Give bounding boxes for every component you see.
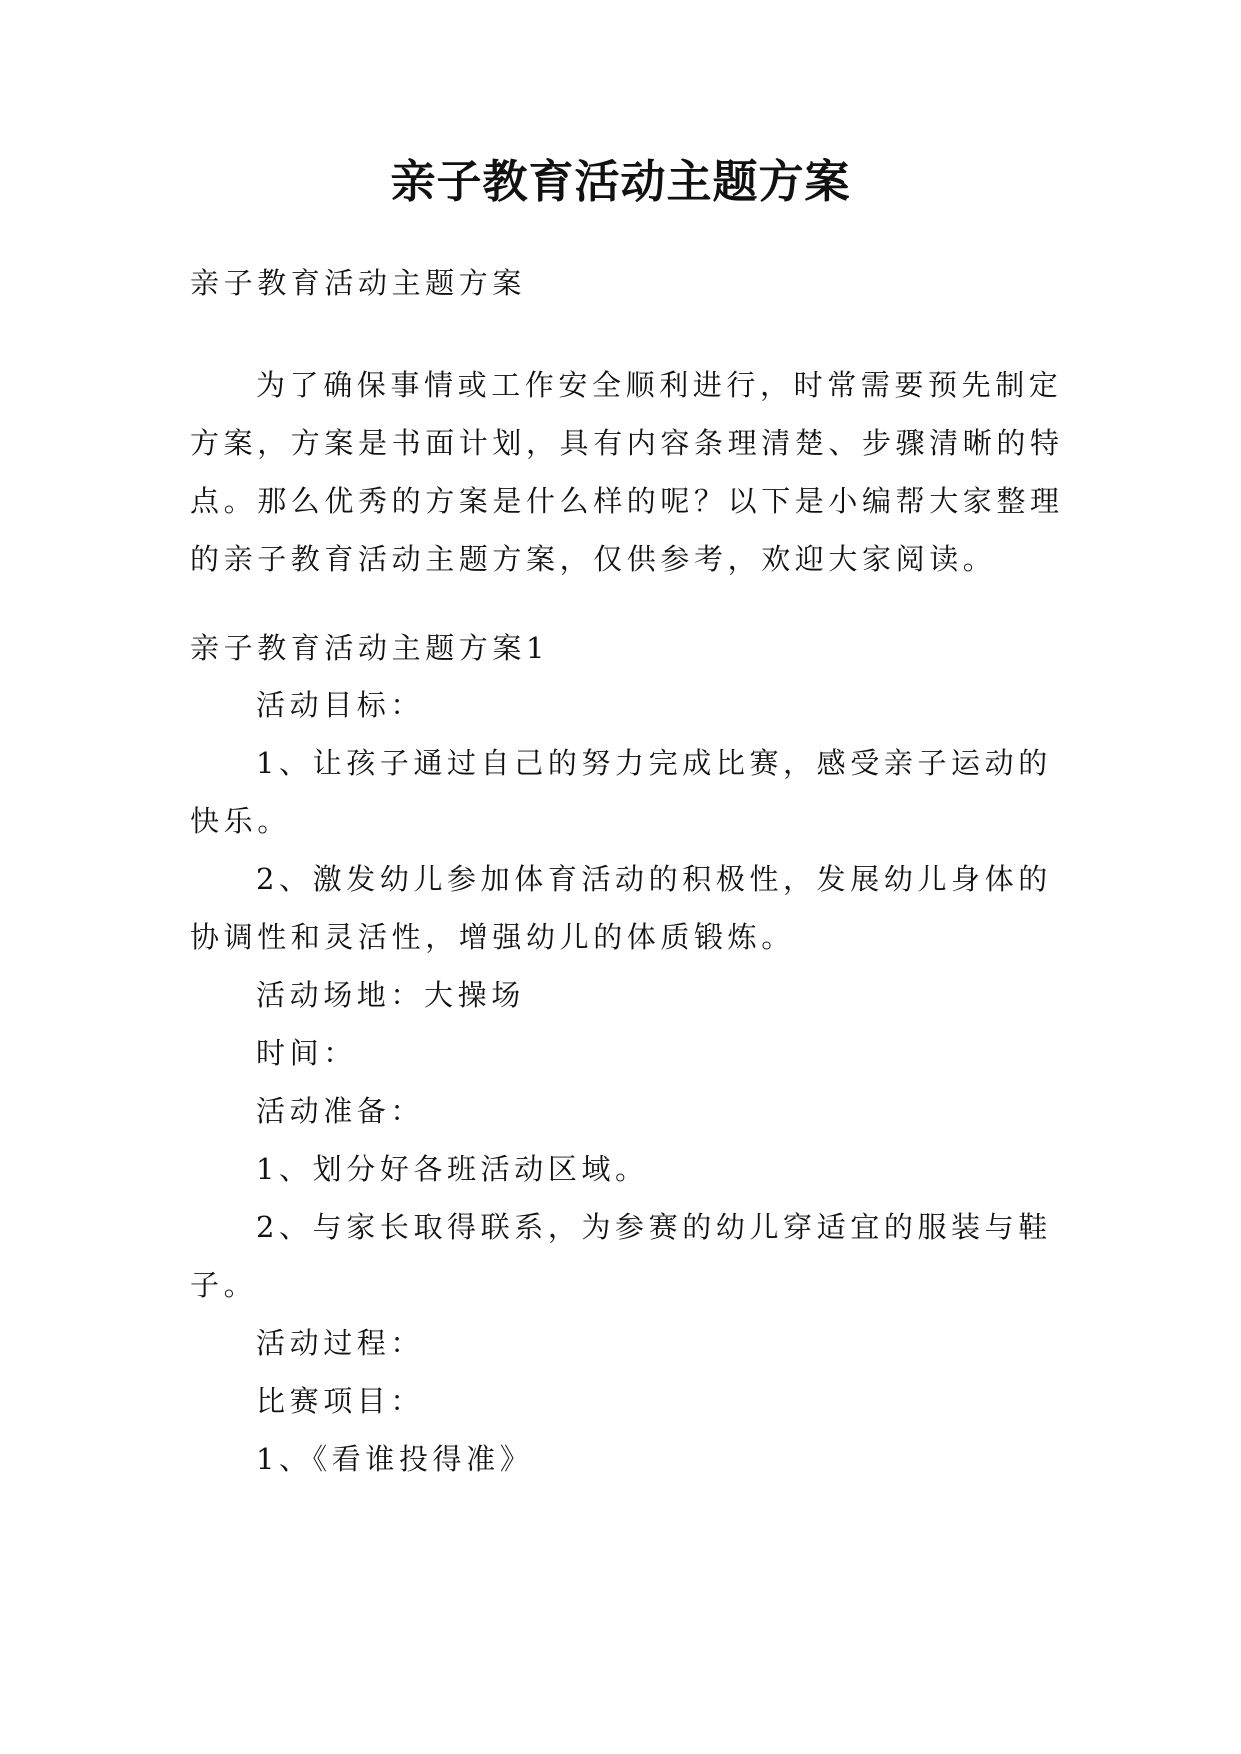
intro-paragraph: [190, 356, 1064, 588]
venue-line: 活动场地：大操场: [256, 978, 525, 1012]
event-item-1: 1、《看谁投得准》: [256, 1442, 534, 1476]
goal-1: [190, 734, 1060, 850]
goal-label: 活动目标：: [256, 688, 425, 722]
goal-2-line: 协调性和灵活性，增强幼儿的体质锻炼。: [190, 920, 795, 954]
process-label: 活动过程：: [256, 1326, 425, 1360]
document-title: 亲子教育活动主题方案: [390, 155, 851, 208]
events-label: 比赛项目：: [256, 1384, 425, 1418]
goal-1-line: 1、让孩子通过自己的努力完成比赛，感受亲子运动的: [256, 746, 1052, 780]
intro-line: 的亲子教育活动主题方案，仅供参考，欢迎大家阅读。: [190, 542, 997, 576]
goal-1-line: 快乐。: [190, 804, 291, 838]
goal-2-line: 2、激发幼儿参加体育活动的积极性，发展幼儿身体的: [256, 862, 1052, 896]
prep-item-2: [190, 1198, 1060, 1314]
prep-label: 活动准备：: [256, 1094, 425, 1128]
intro-line: 点。那么优秀的方案是什么样的呢？以下是小编帮大家整理: [190, 484, 1064, 518]
prep-2-line: 子。: [190, 1268, 258, 1302]
intro-line: 方案，方案是书面计划，具有内容条理清楚、步骤清晰的特: [190, 426, 1064, 460]
section-heading: 亲子教育活动主题方案1: [190, 631, 550, 665]
goal-2: [190, 850, 1060, 966]
time-label: 时间：: [256, 1036, 357, 1070]
document-subtitle: 亲子教育活动主题方案: [190, 266, 527, 300]
prep-2-line: 2、与家长取得联系，为参赛的幼儿穿适宜的服装与鞋: [256, 1210, 1052, 1244]
intro-line: 为了确保事情或工作安全顺利进行，时常需要预先制定: [256, 368, 1063, 402]
prep-item-1: 1、划分好各班活动区域。: [256, 1152, 649, 1186]
